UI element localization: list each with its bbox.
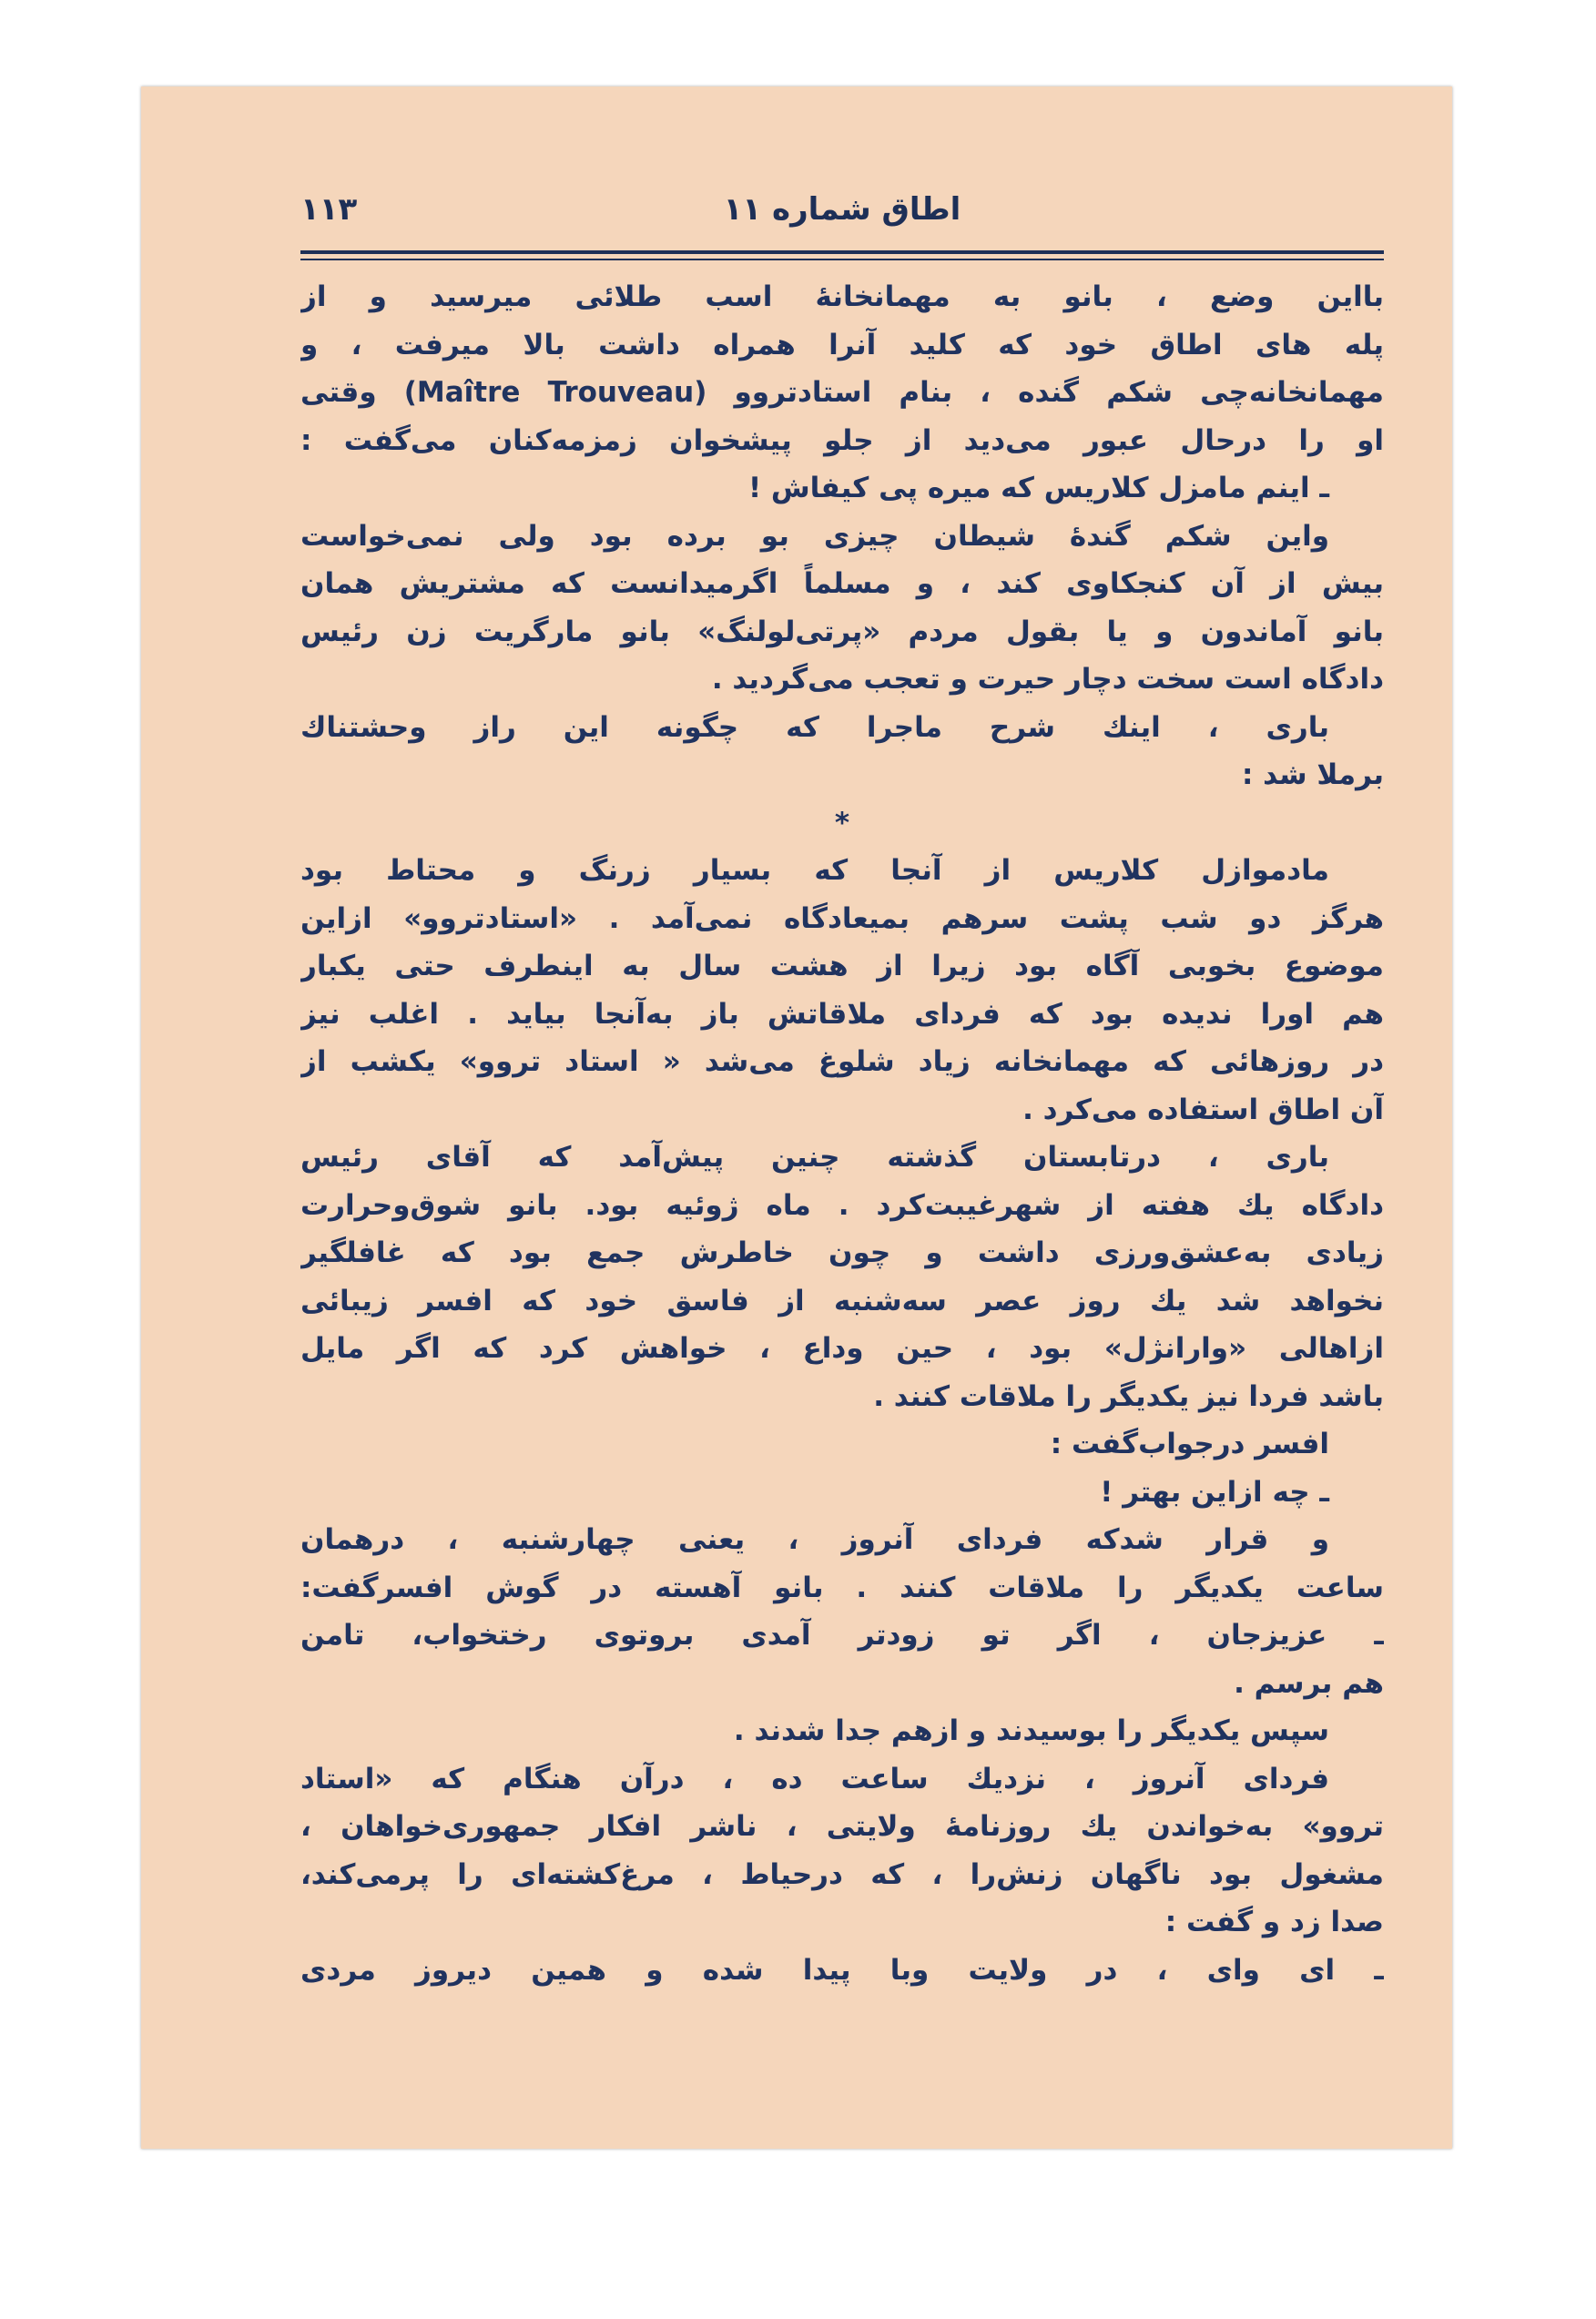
text-line: دادگاه است سخت دچار حیرت و تعجب می‌گردید . [711, 663, 1384, 696]
text-line: مادموازل کلاریس از آنجا که بسیار زرنگ و محتاط بود [300, 854, 1329, 887]
text-line: بیش از آن کنجکاوی کند ، و مسلماً اگرمیدانست که مشتریش همان [300, 567, 1384, 600]
text-line: ـ عزیزجان ، اگر تو زودتر آمدی بروتوی رختخواب، تامن [300, 1619, 1384, 1652]
text-line: افسر درجواب‌گفت : [1050, 1428, 1329, 1460]
page-header [300, 191, 1384, 255]
header-rule-thick [300, 250, 1384, 254]
text-line: تروو» به‌خواندن یك روزنامهٔ ولایتی ، ناشر افکار جمهوری‌خواهان ، [300, 1810, 1384, 1843]
page-number: ۱۱۳ [300, 191, 358, 228]
text-line: بااین وضع ، بانو به مهمانخانهٔ اسب طلائی میرسید و از [300, 280, 1384, 313]
text-line: هرگز دو شب پشت سرهم بمیعادگاه نمی‌آمد . «استادتروو» ازاین [300, 901, 1384, 935]
section-separator: * [834, 806, 850, 839]
text-line: هم اورا ندیده بود که فردای ملاقاتش باز به‌آنجا بیاید . اغلب نیز [300, 997, 1384, 1031]
text-line: موضوع بخوبی آگاه بود زیرا از هشت سال به اینطرف حتی یکبار [300, 950, 1384, 982]
header-rule-thin [300, 259, 1384, 260]
text-line: باری ، اینك شرح ماجرا که چگونه این راز وحشتناك [300, 710, 1329, 744]
text-line: صدا زد و گفت : [1164, 1906, 1384, 1938]
text-line: بانو آماندون و یا بقول مردم «پرتی‌لولنگ» بانو مارگریت زن رئیس [300, 615, 1384, 648]
text-line: سپس یکدیگر را بوسیدند و ازهم جدا شدند . [733, 1714, 1329, 1747]
text-line: ـ اینم مامزل کلاریس که میره پی کیفاش ! [747, 472, 1329, 504]
text-line: ساعت یکدیگر را ملاقات کنند . بانو آهسته در گوش افسرگفت: [300, 1571, 1384, 1604]
text-line: او را درحال عبور می‌دید از جلو پیشخوان زمزمه‌کنان می‌گفت : [300, 423, 1384, 457]
text-line: ـ چه ازاین بهتر ! [1100, 1475, 1329, 1509]
text-line: فردای آنروز ، نزدیك ساعت ده ، درآن هنگام که «استاد [300, 1762, 1329, 1795]
text-line: ـ ای وای ، در ولایت وبا پیدا شده و همین دیروز مردی [300, 1953, 1384, 1987]
text-line: پله های اطاق خود که کلید آنرا همراه داشت بالا میرفت ، و [300, 328, 1384, 361]
text-line: ازاهالی «وارانژل» بود ، حین وداع ، خواهش کرد که اگر مایل [300, 1332, 1384, 1365]
text-line: نخواهد شد یك روز عصر سه‌شنبه از فاسق خود که افسر زیبائی [300, 1284, 1384, 1317]
text-line: و قرار شدکه فردای آنروز ، یعنی چهارشنبه ، درهمان [300, 1523, 1329, 1556]
text-line: باشد فردا نیز یکدیگر را ملاقات کنند . [873, 1379, 1384, 1413]
text-line: مشغول بود ناگهان زنش‌را ، که درحیاط ، مرغ‌کشته‌ای را پرمی‌کند، [300, 1857, 1384, 1891]
text-line: باری ، درتابستان گذشته چنین پیش‌آمد که آقای رئیس [300, 1141, 1329, 1174]
body-text [300, 273, 1384, 1994]
text-line: در روزهائی که مهمانخانه زیاد شلوغ می‌شد « استاد تروو» یکشب از [300, 1045, 1384, 1078]
text-line: مهمانخانه‌چی شکم گنده ، بنام استادتروو (Maître Trouveau) وقتی [300, 376, 1384, 409]
text-line: دادگاه یك هفته از شهرغیبت‌کرد . ماه ژوئیه بود. بانو شوق‌وحرارت [300, 1188, 1384, 1222]
text-line: زیادی به‌عشق‌ورزی داشت و چون خاطرش جمع بود که غافلگیر [300, 1236, 1384, 1269]
running-title: اطاق شماره ۱۱ [723, 191, 961, 228]
text-line: آن اطاق استفاده می‌کرد . [1022, 1093, 1384, 1126]
text-line: واین شکم گندهٔ شیطان چیزی بو برده بود ولی نمی‌خواست [300, 519, 1329, 553]
text-line: هم برسم . [1234, 1666, 1384, 1700]
text-line: برملا شد : [1241, 758, 1384, 791]
